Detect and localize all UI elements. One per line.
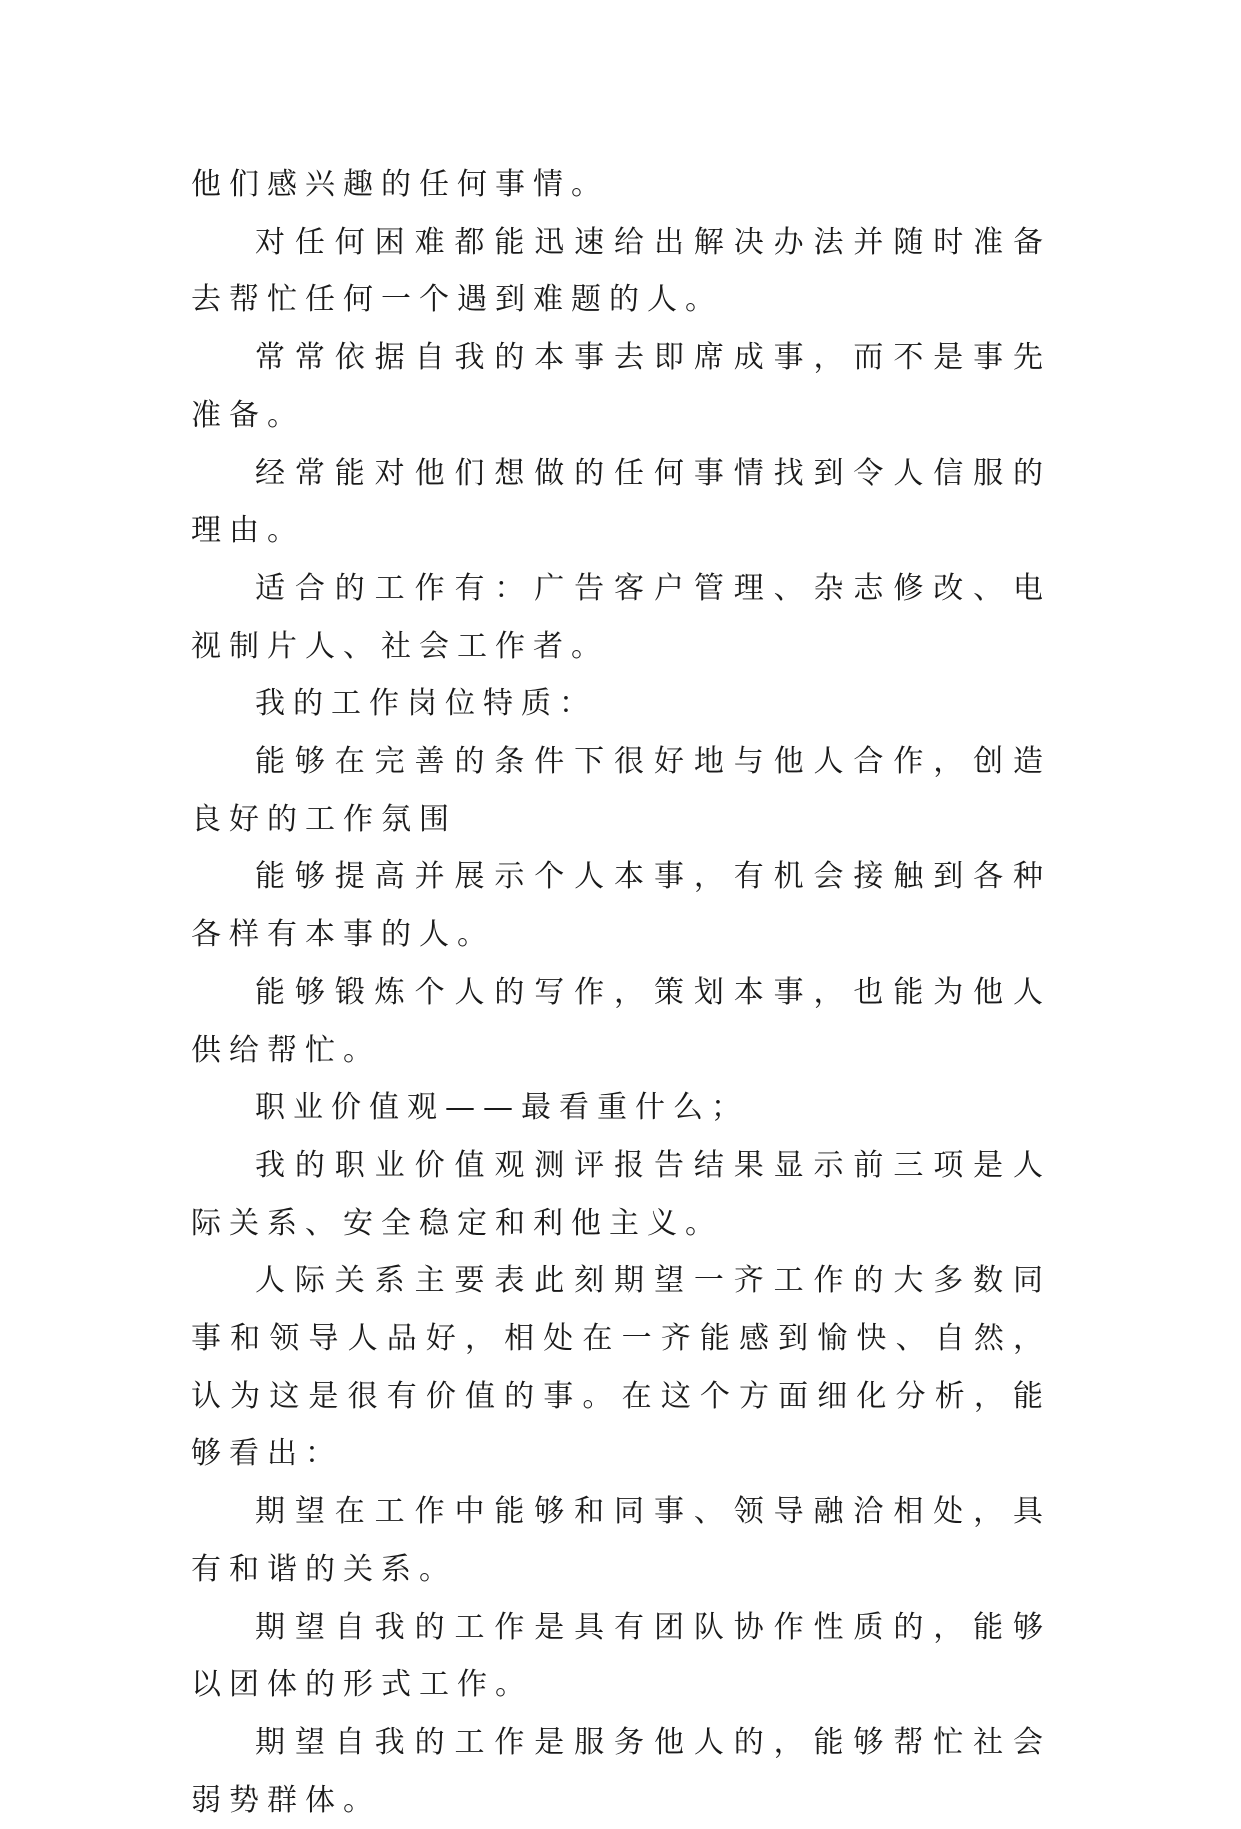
paragraph-12: 人际关系主要表此刻期望一齐工作的大多数同事和领导人品好，相处在一齐能感到愉快、自然，认为这是很有价值的事。在这个方面细化分析，能够看出： [191, 1263, 1051, 1472]
paragraph-14: 期望自我的工作是具有团队协作性质的，能够以团体的形式工作。 [191, 1609, 1051, 1703]
paragraph-1: 他们感兴趣的任何事情。 [191, 167, 609, 202]
paragraph-4: 经常能对他们想做的任何事情找到令人信服的理由。 [191, 455, 1051, 549]
paragraph-9: 能够锻炼个人的写作，策划本事，也能为他人供给帮忙。 [191, 974, 1051, 1068]
paragraph-2: 对任何困难都能迅速给出解决办法并随时准备去帮忙任何一个遇到难题的人。 [191, 224, 1051, 318]
paragraph-7: 能够在完善的条件下很好地与他人合作，创造良好的工作氛围 [191, 744, 1051, 837]
paragraph-8: 能够提高并展示个人本事，有机会接触到各种各样有本事的人。 [191, 859, 1051, 953]
document-body [191, 156, 1051, 1829]
paragraph-13: 期望在工作中能够和同事、领导融洽相处，具有和谐的关系。 [191, 1494, 1051, 1587]
paragraph-5: 适合的工作有：广告客户管理、杂志修改、电视制片人、社会工作者。 [191, 570, 1051, 664]
paragraph-11: 我的职业价值观测评报告结果显示前三项是人际关系、安全稳定和利他主义。 [191, 1147, 1051, 1241]
paragraph-3: 常常依据自我的本事去即席成事，而不是事先准备。 [191, 340, 1051, 433]
paragraph-10: 职业价值观——最看重什么； [255, 1090, 749, 1126]
paragraph-6: 我的工作岗位特质： [255, 686, 597, 722]
paragraph-15: 期望自我的工作是服务他人的，能够帮忙社会弱势群体。 [191, 1724, 1051, 1818]
